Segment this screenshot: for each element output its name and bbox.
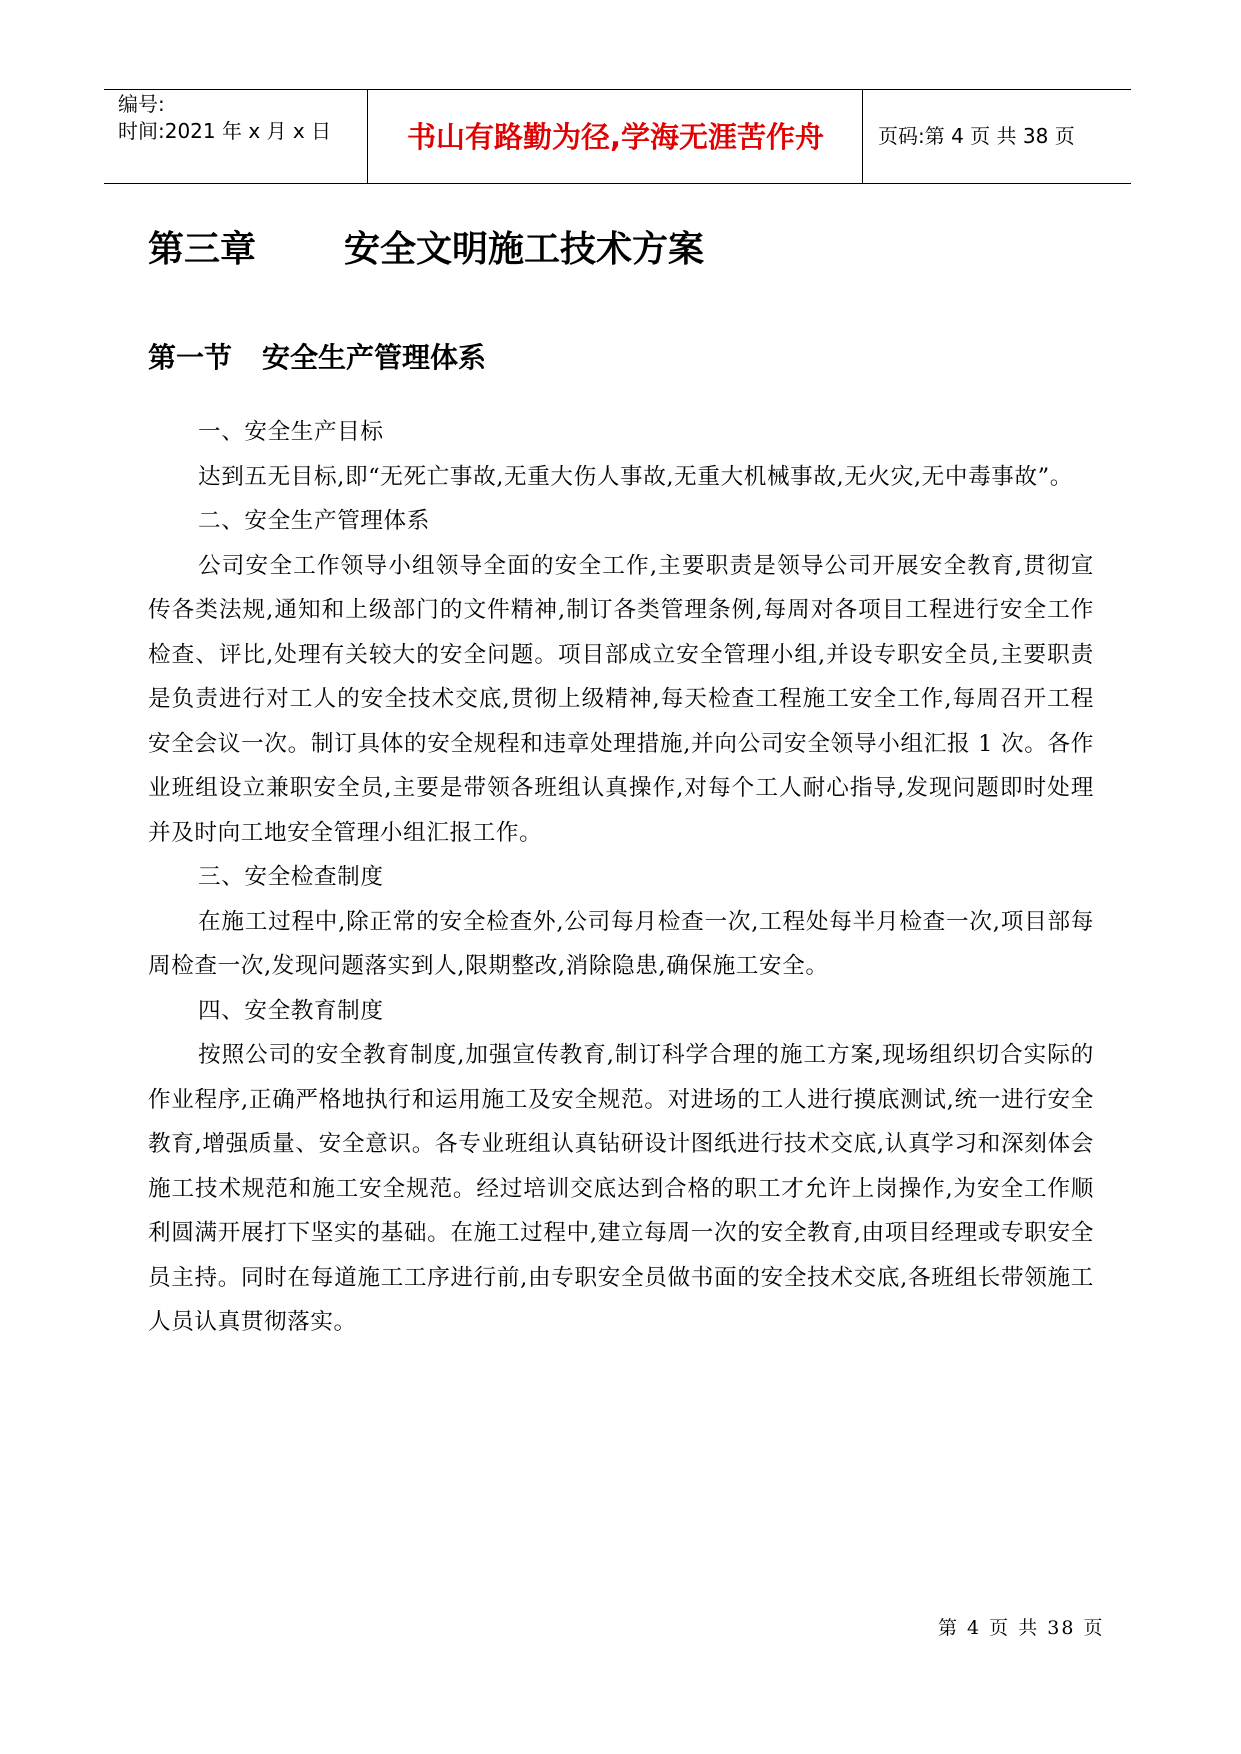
document-body [148,410,1094,1345]
header-middle-cell [369,90,863,183]
document-time-label: 时间:2021 年 x 月 x 日 [118,119,332,143]
section-heading [148,340,486,376]
document-header [104,89,1131,184]
paragraph-safety-goal: 达到五无目标,即“无死亡事故,无重大伤人事故,无重大机械事故,无火灾,无中毒事故”。 [198,463,1073,490]
section-title: 安全生产管理体系 [262,341,487,374]
paragraph-inspection-system: 在施工过程中,除正常的安全检查外,公司每月检查一次,工程处每半月检查一次,项目部每周检查一次,发现问题落实到人,限期整改,消除隐患,确保施工安全。 [148,908,1094,979]
chapter-title: 安全文明施工技术方案 [344,229,705,270]
subheading-education-system: 四、安全教育制度 [198,997,384,1024]
page-footer: 第 4 页 共 38 页 [938,1617,1105,1639]
chapter-heading [148,228,704,272]
subheading-management-system: 二、安全生产管理体系 [198,508,430,534]
header-page-info: 页码:第 4 页 共 38 页 [878,124,1075,148]
section-number: 第一节 [148,341,233,374]
header-left-cell [104,90,368,183]
subheading-safety-goal: 一、安全生产目标 [198,419,384,445]
header-motto: 书山有路勤为径,学海无涯苦作舟 [406,120,825,154]
paragraph-management-system: 公司安全工作领导小组领导全面的安全工作,主要职责是领导公司开展安全教育,贯彻宣传各类法规,通知和上级部门的文件精神,制订各类管理条例,每周对各项目工程进行安全工作检查、评比,处理有关较大的安全问题。项目部成立安全管理小组,并设专职安全员,主要职责是负责进行对工人的安全技术交底,贯彻上级精神,每天检查工程施工安全工作,每周召开工程安全会议一次。制订具体的安全规程和违章处理措施,并向公司安全领导小组汇报 1 次。各作业班组设立兼职安全员,主要是带领各班组认真操作,对每个工人耐心指导,发现问题即时处理并及时向工地安全管理小组汇报工作。 [148,552,1094,846]
paragraph-education-system: 按照公司的安全教育制度,加强宣传教育,制订科学合理的施工方案,现场组织切合实际的作业程序,正确严格地执行和运用施工及安全规范。对进场的工人进行摸底测试,统一进行安全教育,增强质量、安全意识。各专业班组认真钻研设计图纸进行技术交底,认真学习和深刻体会施工技术规范和施工安全规范。经过培训交底达到合格的职工才允许上岗操作,为安全工作顺利圆满开展打下坚实的基础。在施工过程中,建立每周一次的安全教育,由项目经理或专职安全员主持。同时在每道施工工序进行前,由专职安全员做书面的安全技术交底,各班组长带领施工人员认真贯彻落实。 [148,1042,1094,1335]
chapter-number: 第三章 [148,229,257,270]
header-right-cell [864,90,1131,183]
subheading-inspection-system: 三、安全检查制度 [198,864,384,890]
document-number-label: 编号: [118,92,165,116]
